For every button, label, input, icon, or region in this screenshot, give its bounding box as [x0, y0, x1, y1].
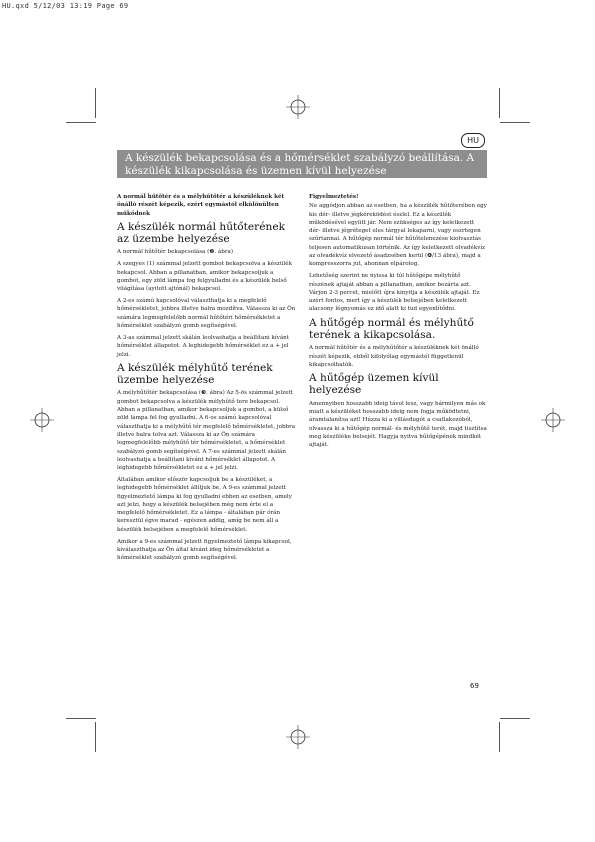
- registration-mark-bottom: [286, 725, 310, 749]
- paragraph: A 3-as számmal jelzett skálán leolvashatja a beállítani kívánt hőmérséklet állapotot. A leghidegebb hőmérséklet ez a + jel jelzi.: [117, 334, 290, 358]
- paragraph: Lehetőség szerint ne nyissa ki túl hűtőgépe mélyhűtő részének ajtaját abban a pillanatban, amikor bezárta azt. Várjon 2-3 percet, mielőtt újra kinyitja a készülék ajtaját. Ez azért fontos, mert így a készülék belsejében keletkezett alacsony légnyomás ez idő alatt ki tud egyenlítődni.: [309, 273, 480, 313]
- paragraph: A normál hűtőtér bekapcsolása (❷. ábra): [117, 249, 234, 256]
- intro-text: A normál hűtőtér és a mélyhűtőtér a készüléknek két önálló részét képezik, ezért egymástól elkülönülten működnek: [117, 194, 285, 217]
- section-banner: A készülék bekapcsolása és a hőmérséklet szabályzó beállítása. A készülék kikapcsolása és üzemen kívül helyezése: [117, 150, 487, 178]
- warning-title: Figyelmeztetés!: [309, 194, 359, 200]
- registration-mark-top: [286, 95, 310, 119]
- paragraph: Amikor a 9-es számmal jelzett figyelmeztető lámpa kikapcsol, kiválaszthatja az Ön által kívánt ideg hőmérsékletet a hőmérséklet szabályzó gomb segítségével.: [117, 538, 292, 562]
- paragraph: Ne aggódjon abban az esetben, ha a készülék hűtőterében egy kis dér- illetve jégkéreködést észlel. Ez a készülék működésével együtt jár. Nem szükséges az így keletkezett dér- illetve jégréteget eles tárgyal lekaparni, vagy eszrtegen szűrtannai. A hűtőgép normál tér hűtőtelenezése kiolvasztás teljesen automatikusan történik. Az így keletkezett olvadékvíz az olvadékvíz elvezető ásadzsében kerül (❹/13 ábra), majd a kompresszorra jut, ahonnan elpárolog.: [309, 203, 487, 268]
- section-heading-out-of-service: A hűtőgép üzemen kívül helyezése: [309, 372, 439, 397]
- language-badge: HU: [461, 133, 485, 148]
- paragraph: Amennyiben hosszabb ideig távol lesz, vagy bármilyen más ok miatt a készüléket hosszabb ideig nem fogja működtetni, áramtalanítsa azt! Húzza ki a villásdugót a csatlakozóból, olvassza ki a hűtőgép normál- és mélyhűtő terét, majd tisztítsa meg készüléke belsejét. Hagyja nyitva hűtőgépének mindkét ajtaját.: [309, 400, 487, 449]
- registration-mark-left: [30, 408, 54, 432]
- right-column: [309, 193, 487, 453]
- page-number: 69: [470, 682, 479, 690]
- left-column: [117, 193, 297, 566]
- paragraph: A szegyes (1) számmal jelzett gombot bekapcsolva a készülék bekapcsol. Abban a pillanatban, amikor bekapcsoljuk a gombot, egy zöld lámpa fog felgyulladni és a készülék belső világítása (ayitott ajtónál) bekapcsol.: [117, 261, 292, 293]
- section-heading-switch-off: A hűtőgép normál és mélyhűtő terének a kikapcsolása.: [309, 316, 474, 341]
- registration-mark-right: [541, 408, 565, 432]
- paragraph: Általában amikor először kapcsoljuk be a készüléket, a leghidegebb hőmérséklet állítjuk be. A 9-es számmal jelzett figyelmeztető lámpa ki fog gyulladni ebben az esetben, amely azt jelzi, hogy a készülék belsejében még nem érte el a megfelelő hőmérsékletet. Ez a lámpa - általában pár órán keresztül égve marad - egészen addig, amíg be nem áll a készülék belsejében a megfelelő hőmérséklet.: [117, 476, 292, 533]
- print-slug: HU.qxd 5/12/03 13:19 Page 69: [2, 2, 129, 10]
- paragraph: A 2-es számú kapcsolóval választhatja ki a megfelelő hőmérsékletet, jobbra illetve balra mozdítva. Válassza ki az Ön számára legmegfelelőbb normál hűtőtéri hőmérsékletet a hőmérséklet szabályzó gomb segítségével.: [117, 298, 296, 330]
- paragraph: A normál hűtőtér és a mélyhűtőtér a készüléknek két önálló részét képezik, ebből kifolyólag egymástól függetlenül kikapcsolhatók.: [309, 345, 479, 368]
- section-heading-normal-on: A készülék normál hűtőterének az üzembe helyezése: [117, 220, 286, 245]
- section-heading-freezer-on: A készülék mélyhűtő terének üzembe helyezése: [117, 361, 273, 386]
- paragraph: A mélyhűtőtér bekapcsolása (❸. ábra) Az 5-ös számmal jelzett gombot bekapcsolva a készülék mélyhűtő tere bekapcsol. Abban a pillanatban, amikor bekapcsoljuk a gombot, a külső zöld lámpa fel fog gyulladni. A 6-os számú kapcsolóval választhatja ki a mélyhűtő tér megfelelő hőmérsékletet, jobbra illetve balra tolva azt. Válassza ki az Ön számára legmegfelelőbb mélyhűtő tér hőmérsékletet, a hőmérséklet szabályzó gomb segítségével. A 7-es számmal jelzett skálán leolvashatja a beállítani kívánt hőmérséklet állapotot. A leghidegebb hőmérsékletet ez a + jel jelzi.: [117, 390, 296, 472]
